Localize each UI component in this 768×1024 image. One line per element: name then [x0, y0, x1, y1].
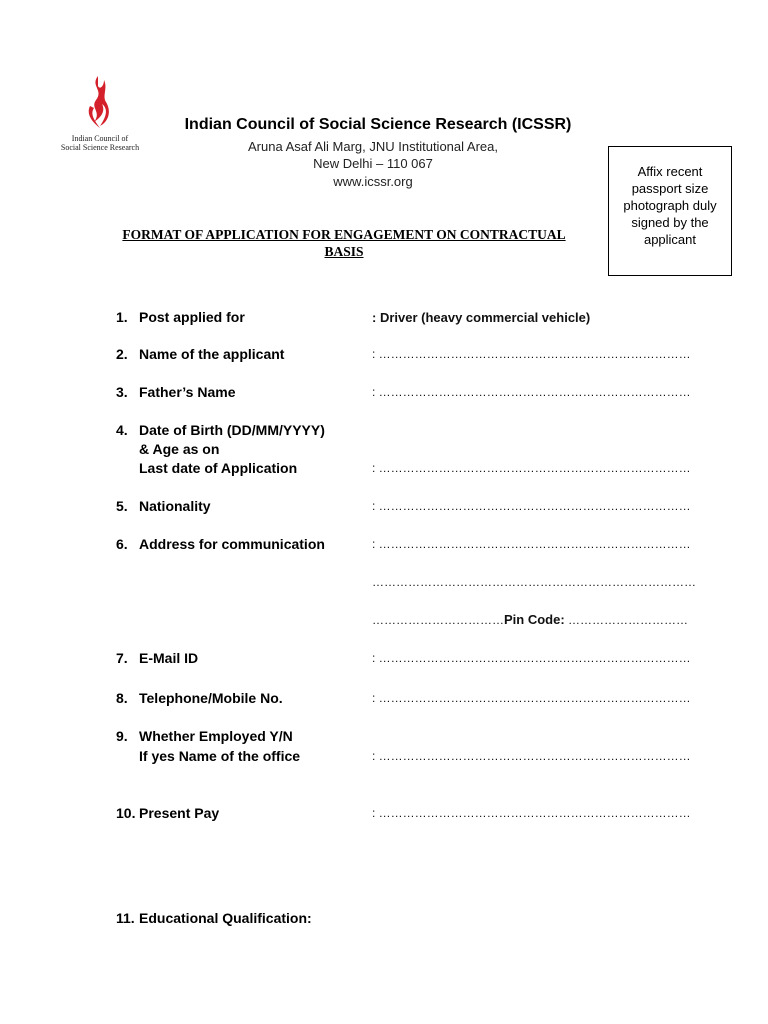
field-label-nationality: Nationality	[139, 498, 211, 514]
field-value-phone[interactable]: : ……………………………………………………………………	[372, 691, 691, 705]
logo-caption	[52, 134, 148, 152]
form-heading-line1: FORMAT OF APPLICATION FOR ENGAGEMENT ON CONTRACTUAL	[122, 227, 566, 242]
address-line3-dots: ……………………………	[372, 613, 504, 627]
logo-caption-line2: Social Science Research	[60, 143, 140, 152]
field-label-pay: Present Pay	[139, 805, 220, 821]
field-label-post: Post applied for	[139, 309, 245, 325]
logo-caption-line1: Indian Council of	[71, 134, 129, 143]
field-label-address: Address for communication	[139, 536, 325, 552]
field-number: 4.	[116, 422, 128, 438]
form-heading-line2: BASIS	[324, 244, 364, 259]
field-number: 7.	[116, 650, 128, 666]
field-value-address-line3[interactable]	[372, 612, 688, 627]
field-value-father[interactable]: : ……………………………………………………………………	[372, 385, 691, 399]
field-label-employed-line1: Whether Employed Y/N	[139, 728, 293, 744]
field-label-dob-line1: Date of Birth (DD/MM/YYYY)	[139, 422, 325, 438]
field-value-address-line1[interactable]: : ……………………………………………………………………	[372, 537, 691, 551]
pin-code-label: Pin Code:	[504, 612, 565, 627]
field-number: 8.	[116, 690, 128, 706]
field-number: 3.	[116, 384, 128, 400]
field-number: 11.	[116, 910, 135, 926]
field-number: 9.	[116, 728, 128, 744]
pin-code-dots: …………………………	[564, 613, 689, 627]
field-value-dob[interactable]: : ……………………………………………………………………	[372, 461, 691, 475]
field-value-nationality[interactable]: : ……………………………………………………………………	[372, 499, 691, 513]
field-number: 5.	[116, 498, 128, 514]
org-title: Indian Council of Social Science Research (ICSSR)	[184, 116, 572, 133]
field-label-education: Educational Qualification:	[139, 910, 312, 926]
form-heading	[100, 226, 588, 260]
field-value-pay[interactable]: : ……………………………………………………………………	[372, 806, 691, 820]
field-number: 6.	[116, 536, 128, 552]
field-label-dob-line3: Last date of Application	[139, 460, 298, 476]
photo-instructions: Affix recent passport size photograph duly signed by the applicant	[623, 164, 717, 247]
field-number: 2.	[116, 346, 128, 362]
website: www.icssr.org	[333, 174, 413, 189]
field-number: 1.	[116, 309, 128, 325]
field-value-name[interactable]: : ……………………………………………………………………	[372, 347, 691, 361]
photo-box	[608, 146, 732, 276]
field-number: 10.	[116, 805, 136, 821]
field-label-phone: Telephone/Mobile No.	[139, 690, 283, 706]
address-line-1: Aruna Asaf Ali Marg, JNU Institutional Area,	[247, 139, 498, 154]
field-label-dob-line2: & Age as on	[139, 441, 220, 457]
field-value-post[interactable]: : Driver (heavy commercial vehicle)	[372, 310, 591, 325]
field-value-address-line2[interactable]: ………………………………………………………………………	[372, 575, 696, 589]
field-label-email: E-Mail ID	[139, 650, 199, 666]
field-label-name: Name of the applicant	[139, 346, 285, 362]
field-label-father: Father’s Name	[139, 384, 236, 400]
field-label-employed-line2: If yes Name of the office	[139, 748, 301, 764]
field-value-employed[interactable]: : ……………………………………………………………………	[372, 749, 691, 763]
field-value-email[interactable]: : ……………………………………………………………………	[372, 651, 691, 665]
address-line-2: New Delhi – 110 067	[313, 156, 433, 171]
